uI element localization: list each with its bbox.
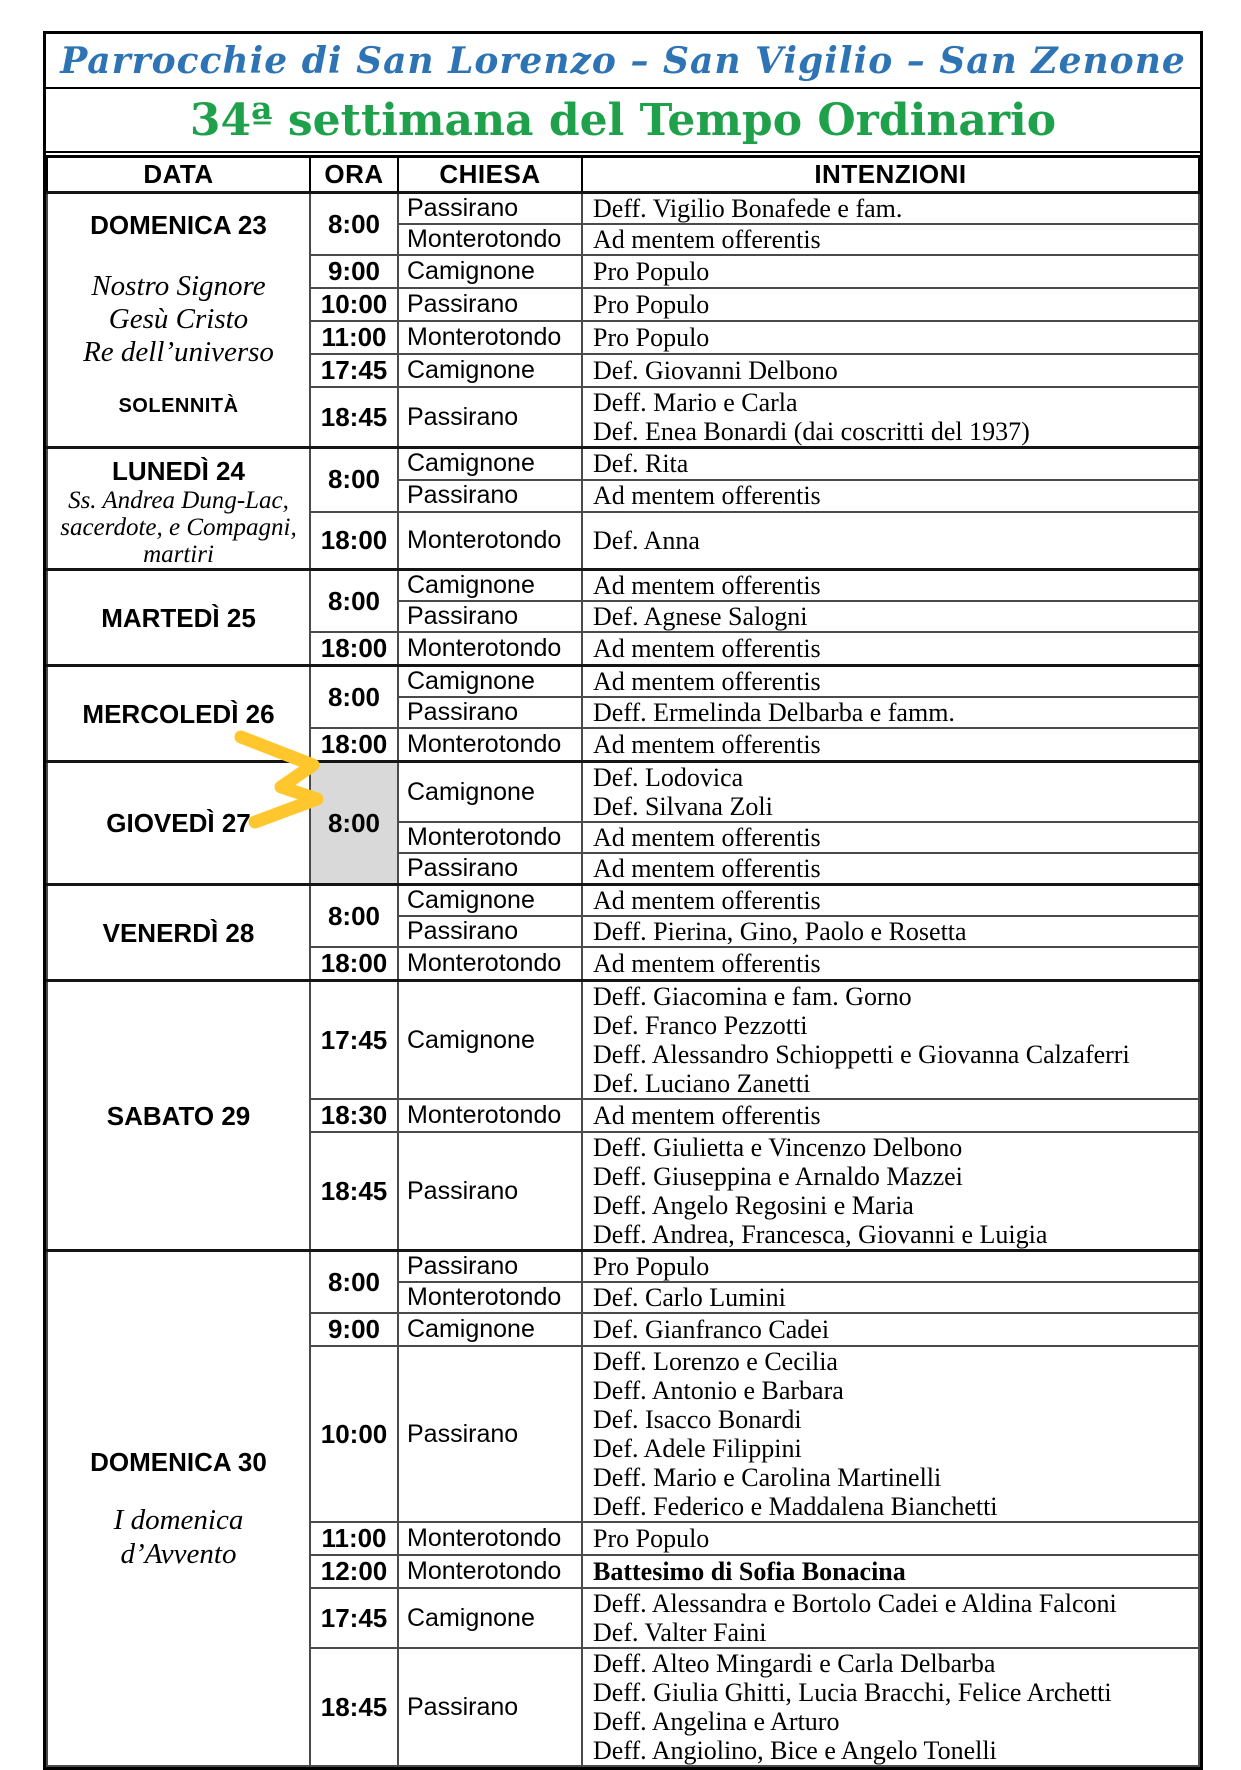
intention-line: Ad mentem offerentis xyxy=(593,886,821,915)
intentions-cell xyxy=(582,632,1199,666)
intentions-cell xyxy=(582,512,1199,570)
date-cell xyxy=(47,448,310,570)
intentions-cell xyxy=(582,1099,1199,1132)
parish-title: Parrocchie di San Lorenzo – San Vigilio – San Zenone xyxy=(46,34,1200,89)
feast-line: Nostro Signore xyxy=(91,270,266,302)
intentions-cell xyxy=(582,570,1199,602)
intention-line: Pro Populo xyxy=(593,290,710,319)
schedule-row xyxy=(47,448,1199,480)
schedule-row xyxy=(47,570,1199,602)
intentions-cell xyxy=(582,601,1199,632)
time-cell: 10:00 xyxy=(310,1346,398,1522)
church-cell: Camignone xyxy=(398,354,582,387)
intention-line: Def. Franco Pezzotti xyxy=(593,1011,808,1040)
church-cell: Passirano xyxy=(398,387,582,448)
intentions-cell xyxy=(582,885,1199,917)
time-cell: 18:45 xyxy=(310,1132,398,1251)
intentions-cell xyxy=(582,1132,1199,1251)
church-cell: Passirano xyxy=(398,1132,582,1251)
intention-line: Def. Anna xyxy=(593,525,700,555)
intention-line: Deff. Alessandra e Bortolo Cadei e Aldina Falconi xyxy=(593,1589,1117,1618)
intention-line: Def. Rita xyxy=(593,449,689,479)
feast-line: Re dell’universo xyxy=(83,336,274,368)
intentions-cell xyxy=(582,1555,1199,1588)
time-cell: 8:00 xyxy=(310,570,398,633)
church-cell: Camignone xyxy=(398,448,582,480)
time-cell: 18:30 xyxy=(310,1099,398,1132)
church-cell: Monterotondo xyxy=(398,1555,582,1588)
church-cell: Monterotondo xyxy=(398,512,582,570)
intentions-cell xyxy=(582,762,1199,823)
time-cell: 8:00 xyxy=(310,1251,398,1314)
intention-line: Def. Luciano Zanetti xyxy=(593,1069,811,1098)
time-cell: 11:00 xyxy=(310,321,398,354)
feast-line: Gesù Cristo xyxy=(108,303,249,335)
intention-line: Def. Adele Filippini xyxy=(593,1434,802,1463)
feast-line: Ss. Andrea Dung-Lac, xyxy=(68,487,289,514)
day-name: MERCOLEDÌ 26 xyxy=(82,698,275,729)
intention-line: Ad mentem offerentis xyxy=(593,571,821,600)
church-cell: Passirano xyxy=(398,1648,582,1766)
intention-line: Deff. Giulietta e Vincenzo Delbono xyxy=(593,1133,963,1162)
church-cell: Camignone xyxy=(398,666,582,698)
schedule-sheet xyxy=(43,31,1203,1770)
intentions-cell xyxy=(582,193,1199,225)
column-header-chiesa: CHIESA xyxy=(398,157,582,193)
church-cell: Camignone xyxy=(398,570,582,602)
day-name: VENERDÌ 28 xyxy=(102,917,255,948)
highlighted-time-cell: 8:00 xyxy=(310,762,398,885)
time-cell: 9:00 xyxy=(310,1313,398,1346)
intention-line: Deff. Angelo Regosini e Maria xyxy=(593,1191,914,1220)
intention-line: Def. Carlo Lumini xyxy=(593,1283,786,1312)
intention-line: Ad mentem offerentis xyxy=(593,667,821,696)
intention-line: Deff. Antonio e Barbara xyxy=(593,1376,844,1405)
intention-line: Def. Valter Faini xyxy=(593,1618,767,1647)
intentions-cell xyxy=(582,1522,1199,1555)
intention-line: Def. Gianfranco Cadei xyxy=(593,1315,830,1344)
church-cell: Camignone xyxy=(398,762,582,823)
church-cell: Monterotondo xyxy=(398,1099,582,1132)
intentions-cell xyxy=(582,354,1199,387)
church-cell: Monterotondo xyxy=(398,632,582,666)
intention-line: Ad mentem offerentis xyxy=(593,1101,821,1130)
intention-line: Ad mentem offerentis xyxy=(593,854,821,883)
schedule-row xyxy=(47,981,1199,1100)
time-cell: 10:00 xyxy=(310,288,398,321)
time-cell: 9:00 xyxy=(310,255,398,288)
intentions-cell xyxy=(582,1251,1199,1283)
church-cell: Monterotondo xyxy=(398,728,582,762)
church-cell: Monterotondo xyxy=(398,224,582,255)
intention-line: Def. Enea Bonardi (dai coscritti del 1937) xyxy=(593,417,1030,446)
time-cell: 18:00 xyxy=(310,632,398,666)
church-cell: Passirano xyxy=(398,601,582,632)
intention-line: Deff. Giulia Ghitti, Lucia Bracchi, Felice Archetti xyxy=(593,1678,1112,1707)
time-cell: 12:00 xyxy=(310,1555,398,1588)
solemnity-note: SOLENNITÀ xyxy=(118,395,239,417)
intention-line: Deff. Federico e Maddalena Bianchetti xyxy=(593,1492,998,1521)
church-cell: Passirano xyxy=(398,1251,582,1283)
time-cell: 8:00 xyxy=(310,448,398,512)
intention-line: Deff. Vigilio Bonafede e fam. xyxy=(593,194,903,223)
feast-text xyxy=(48,270,309,369)
intentions-cell xyxy=(582,387,1199,448)
time-cell: 11:00 xyxy=(310,1522,398,1555)
church-cell: Passirano xyxy=(398,193,582,225)
time-cell: 18:00 xyxy=(310,947,398,981)
schedule-row xyxy=(47,885,1199,917)
day-name: LUNEDÌ 24 xyxy=(112,456,245,486)
intentions-cell xyxy=(582,1588,1199,1648)
schedule-table xyxy=(46,155,1200,1767)
intention-line: Pro Populo xyxy=(593,323,710,352)
intention-line: Def. Giovanni Delbono xyxy=(593,356,838,385)
intentions-cell xyxy=(582,981,1199,1100)
week-title: 34ª settimana del Tempo Ordinario xyxy=(46,89,1200,153)
date-cell xyxy=(47,570,310,666)
intention-line: Deff. Alteo Mingardi e Carla Delbarba xyxy=(593,1649,996,1678)
intentions-cell xyxy=(582,1282,1199,1313)
intention-line: Deff. Angiolino, Bice e Angelo Tonelli xyxy=(593,1736,997,1765)
date-cell xyxy=(47,885,310,981)
intentions-cell xyxy=(582,224,1199,255)
intention-line: Pro Populo xyxy=(593,1524,710,1553)
time-cell: 17:45 xyxy=(310,1588,398,1648)
intentions-cell xyxy=(582,255,1199,288)
intention-line: Deff. Ermelinda Delbarba e famm. xyxy=(593,698,955,727)
intention-line: Deff. Angelina e Arturo xyxy=(593,1707,840,1736)
intentions-cell xyxy=(582,947,1199,981)
time-cell: 8:00 xyxy=(310,885,398,948)
date-cell xyxy=(47,762,310,885)
date-cell xyxy=(47,193,310,448)
intention-line: Def. Isacco Bonardi xyxy=(593,1405,802,1434)
feast-line: I domenica xyxy=(113,1503,244,1536)
time-cell: 17:45 xyxy=(310,981,398,1100)
intention-line: Deff. Mario e Carolina Martinelli xyxy=(593,1463,942,1492)
intention-line: Ad mentem offerentis xyxy=(593,634,821,663)
column-header-data: DATA xyxy=(47,157,310,193)
church-cell: Camignone xyxy=(398,255,582,288)
church-cell: Passirano xyxy=(398,853,582,885)
church-cell: Camignone xyxy=(398,1313,582,1346)
column-header-intenzioni: INTENZIONI xyxy=(582,157,1199,193)
time-cell: 18:00 xyxy=(310,728,398,762)
intentions-cell xyxy=(582,666,1199,698)
intentions-cell xyxy=(582,728,1199,762)
day-name: GIOVEDÌ 27 xyxy=(106,808,251,838)
church-cell: Camignone xyxy=(398,885,582,917)
day-name: MARTEDÌ 25 xyxy=(101,602,256,633)
intentions-cell xyxy=(582,288,1199,321)
church-cell: Passirano xyxy=(398,697,582,728)
intention-line: Ad mentem offerentis xyxy=(593,225,821,254)
intentions-cell xyxy=(582,1346,1199,1522)
intention-line: Ad mentem offerentis xyxy=(593,823,821,852)
day-name: DOMENICA 23 xyxy=(90,210,267,240)
church-cell: Passirano xyxy=(398,916,582,947)
church-cell: Monterotondo xyxy=(398,947,582,981)
intention-line: Def. Agnese Salogni xyxy=(593,602,808,631)
intentions-cell xyxy=(582,1648,1199,1766)
schedule-body xyxy=(47,193,1199,1767)
church-cell: Passirano xyxy=(398,1346,582,1522)
intentions-cell xyxy=(582,480,1199,512)
intentions-cell xyxy=(582,321,1199,354)
feast-line: martiri xyxy=(143,541,214,568)
intentions-cell xyxy=(582,448,1199,480)
intention-line: Ad mentem offerentis xyxy=(593,730,821,759)
schedule-row xyxy=(47,666,1199,698)
time-cell: 8:00 xyxy=(310,666,398,729)
intention-line: Ad mentem offerentis xyxy=(593,949,821,978)
intention-line: Deff. Alessandro Schioppetti e Giovanna Calzaferri xyxy=(593,1040,1130,1069)
time-cell: 18:00 xyxy=(310,512,398,570)
intention-line: Deff. Pierina, Gino, Paolo e Rosetta xyxy=(593,917,967,946)
schedule-row xyxy=(47,193,1199,225)
column-header-ora: ORA xyxy=(310,157,398,193)
intention-line: Deff. Lorenzo e Cecilia xyxy=(593,1347,838,1376)
time-cell: 8:00 xyxy=(310,193,398,256)
intentions-cell xyxy=(582,853,1199,885)
table-header-row xyxy=(47,157,1199,193)
church-cell: Passirano xyxy=(398,288,582,321)
intention-line: Deff. Giacomina e fam. Gorno xyxy=(593,982,912,1011)
intention-line: Pro Populo xyxy=(593,1252,710,1281)
intention-line: Deff. Giuseppina e Arnaldo Mazzei xyxy=(593,1162,963,1191)
intention-line: Battesimo di Sofia Bonacina xyxy=(593,1557,906,1586)
church-cell: Passirano xyxy=(398,480,582,512)
schedule-row xyxy=(47,762,1199,823)
intentions-cell xyxy=(582,697,1199,728)
date-cell xyxy=(47,981,310,1251)
feast-line: sacerdote, e Compagni, xyxy=(60,514,297,541)
intention-line: Def. Lodovica xyxy=(593,763,744,792)
church-cell: Monterotondo xyxy=(398,321,582,354)
church-cell: Camignone xyxy=(398,1588,582,1648)
church-cell: Monterotondo xyxy=(398,822,582,853)
intention-line: Deff. Mario e Carla xyxy=(593,388,798,417)
intentions-cell xyxy=(582,822,1199,853)
time-cell: 17:45 xyxy=(310,354,398,387)
intention-line: Def. Silvana Zoli xyxy=(593,792,773,821)
intentions-cell xyxy=(582,916,1199,947)
time-cell: 18:45 xyxy=(310,1648,398,1766)
time-cell: 18:45 xyxy=(310,387,398,448)
date-cell xyxy=(47,666,310,762)
intention-line: Pro Populo xyxy=(593,257,710,286)
intentions-cell xyxy=(582,1313,1199,1346)
church-cell: Camignone xyxy=(398,981,582,1100)
church-cell: Monterotondo xyxy=(398,1522,582,1555)
church-cell: Monterotondo xyxy=(398,1282,582,1313)
date-cell xyxy=(47,1251,310,1767)
day-name: SABATO 29 xyxy=(106,1100,251,1131)
feast-text xyxy=(48,487,309,568)
feast-line: d’Avvento xyxy=(120,1537,237,1570)
schedule-row xyxy=(47,1251,1199,1283)
intention-line: Ad mentem offerentis xyxy=(593,481,821,511)
feast-text xyxy=(48,1503,309,1571)
day-name: DOMENICA 30 xyxy=(90,1446,267,1477)
intention-line: Deff. Andrea, Francesca, Giovanni e Luigia xyxy=(593,1220,1048,1249)
